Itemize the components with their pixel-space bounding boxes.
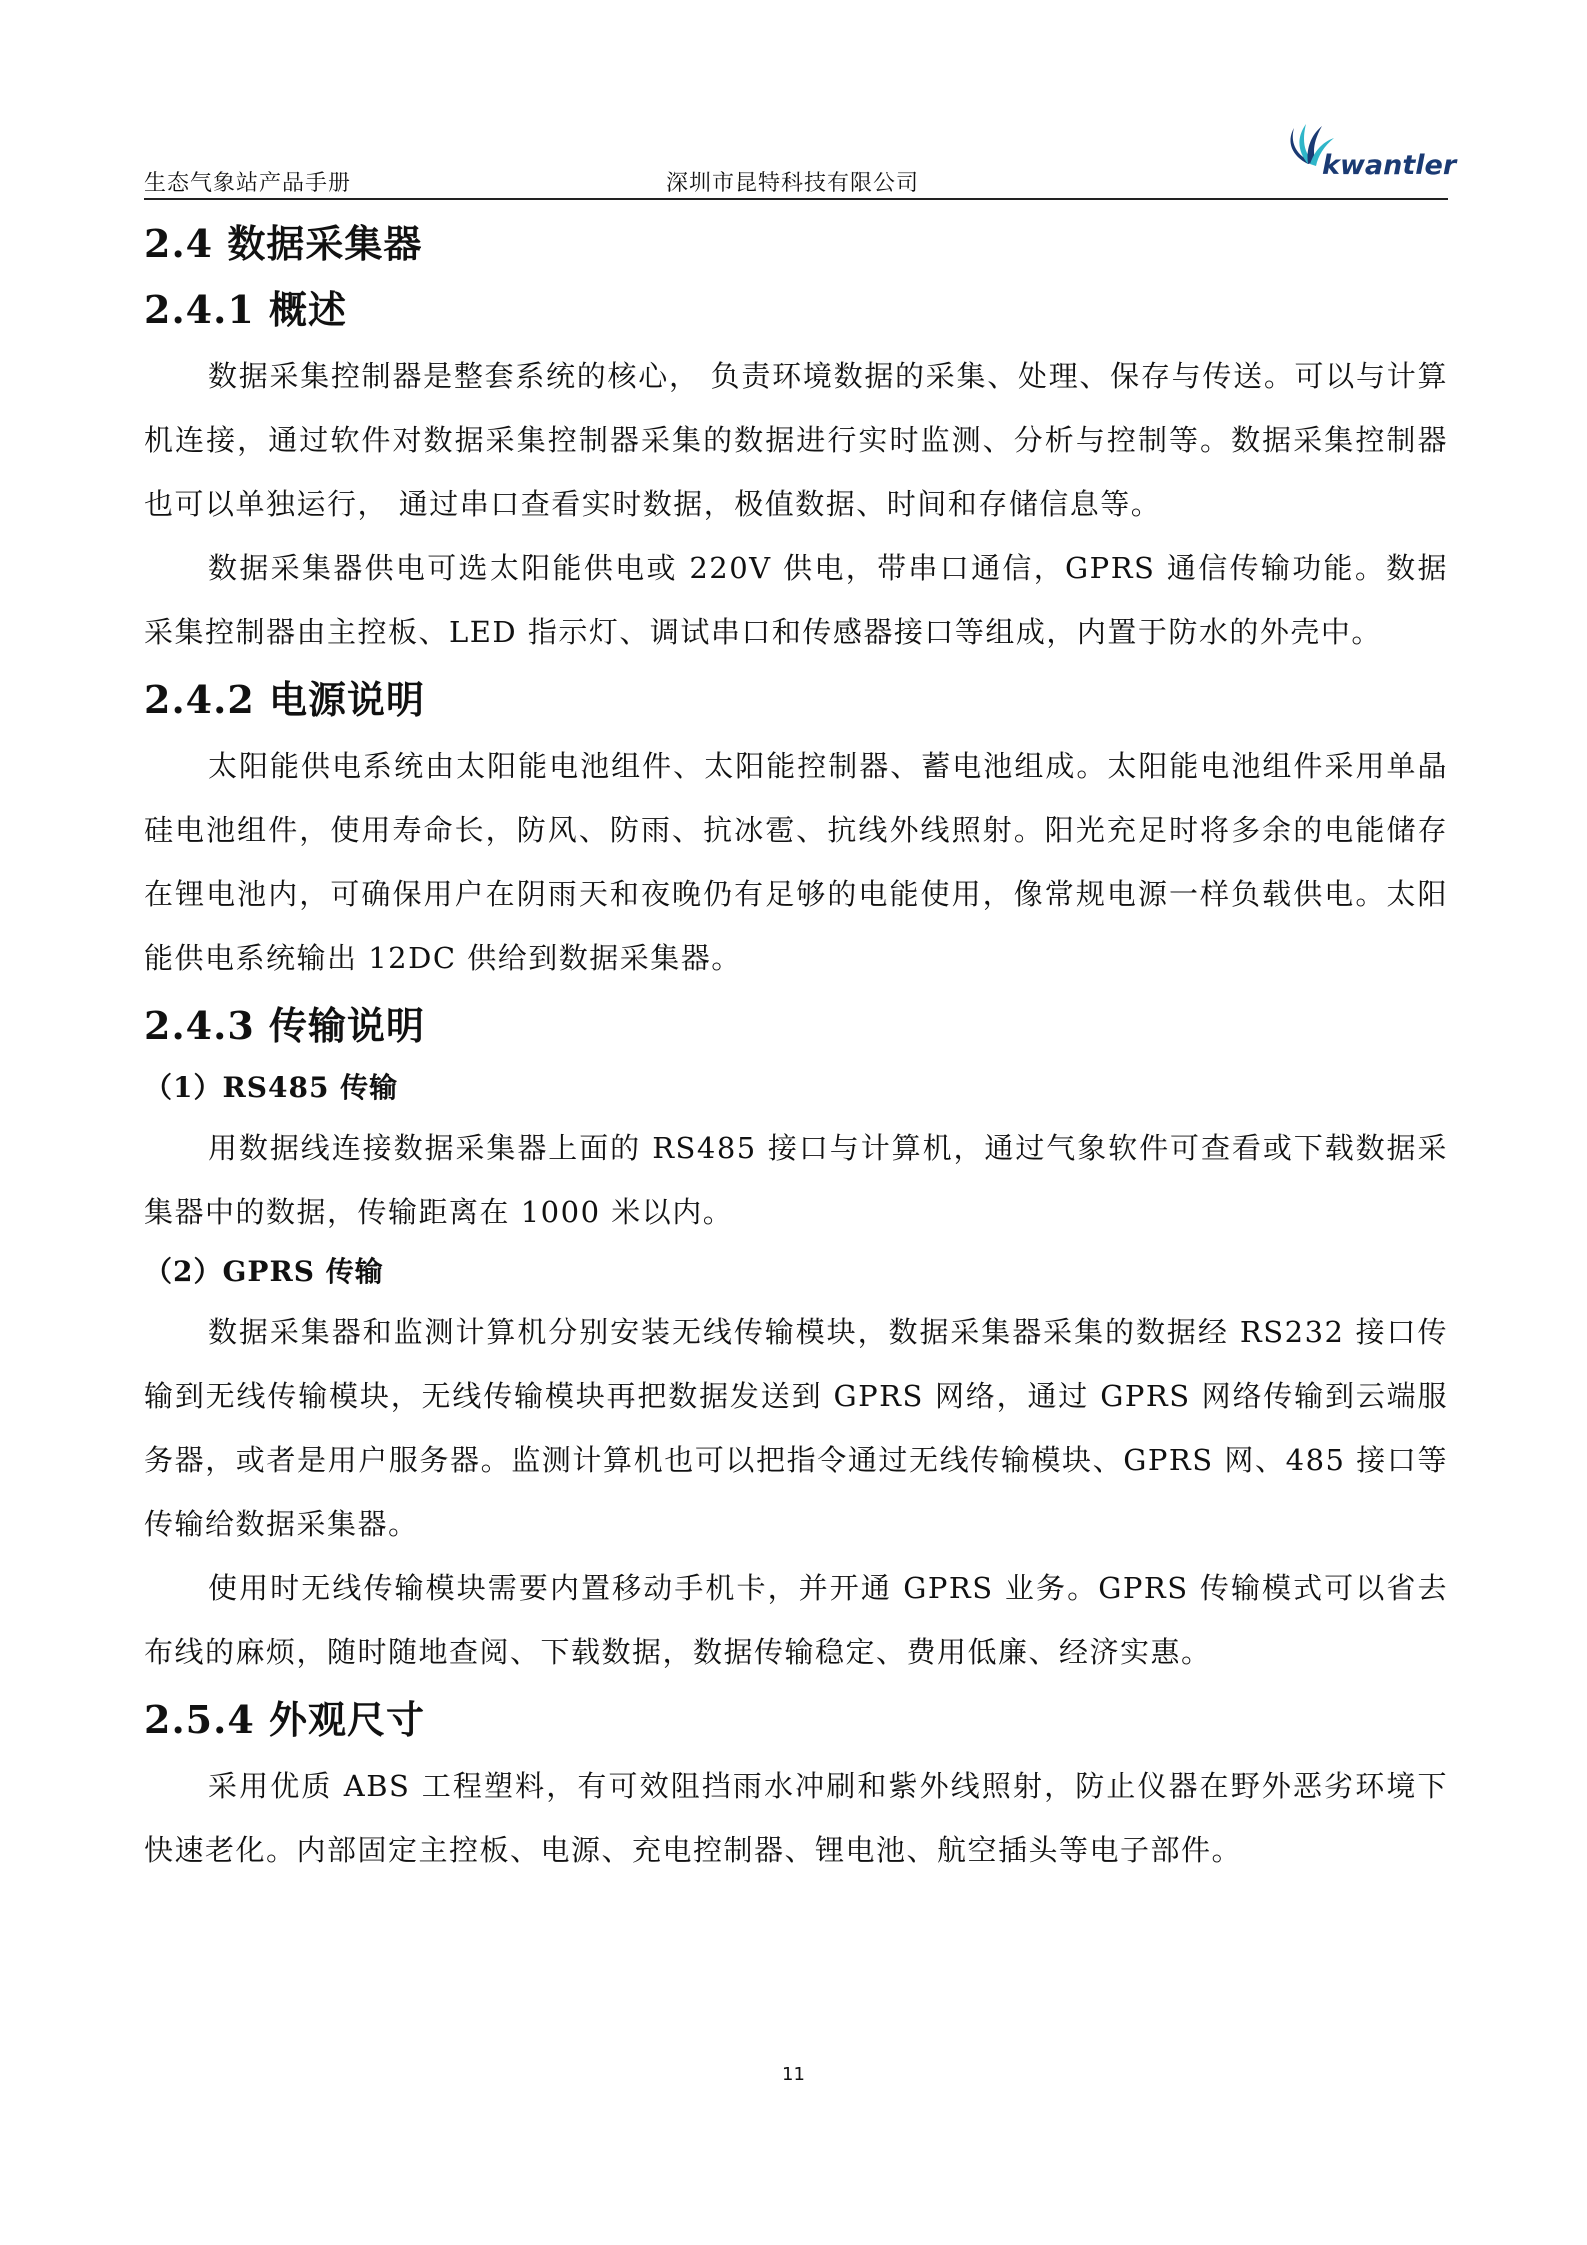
section-heading-dimensions: 2.5.4 外观尺寸 xyxy=(144,1697,426,1742)
header-manual-title: 生态气象站产品手册 xyxy=(144,171,352,196)
company-logo xyxy=(1278,110,1457,190)
overview-paragraph-1: 数据采集控制器是整套系统的核心， 负责环境数据的采集、处理、保存与传送。可以与计算机连接，通过软件对数据采集控制器采集的数据进行实时监测、分析与控制等。数据采集控制器也可以单独运行， 通过串口查看实时数据，极值数据、时间和存储信息等。 xyxy=(144,359,1448,521)
header-company-name: 深圳市昆特科技有限公司 xyxy=(666,171,920,196)
subheading-rs485: （1）RS485 传输 xyxy=(144,1071,399,1104)
overview-paragraph-2: 数据采集器供电可选太阳能供电或 220V 供电，带串口通信，GPRS 通信传输功能。数据采集控制器由主控板、LED 指示灯、调试串口和传感器接口等组成，内置于防水的外壳中。 xyxy=(144,551,1448,649)
page-header xyxy=(144,110,1457,202)
section-heading-overview: 2.4.1 概述 xyxy=(144,287,348,332)
power-paragraph: 太阳能供电系统由太阳能电池组件、太阳能控制器、蓄电池组成。太阳能电池组件采用单晶硅电池组件，使用寿命长，防风、防雨、抗冰雹、抗线外线照射。阳光充足时将多余的电能储存在锂电池内，可确保用户在阴雨天和夜晚仍有足够的电能使用，像常规电源一样负载供电。太阳能供电系统输出 12DC 供给到数据采集器。 xyxy=(144,749,1448,975)
gprs-paragraph-1: 数据采集器和监测计算机分别安装无线传输模块，数据采集器采集的数据经 RS232 接口传输到无线传输模块，无线传输模块再把数据发送到 GPRS 网络，通过 GPRS 网络传输到云端服务器，或者是用户服务器。监测计算机也可以把指令通过无线传输模块、GPRS 网、485 接口等传输给数据采集器。 xyxy=(144,1315,1448,1541)
page-content xyxy=(144,214,1448,1882)
subheading-gprs: （2）GPRS 传输 xyxy=(144,1255,384,1288)
gprs-paragraph-2: 使用时无线传输模块需要内置移动手机卡，并开通 GPRS 业务。GPRS 传输模式可以省去布线的麻烦，随时随地查阅、下载数据，数据传输稳定、费用低廉、经济实惠。 xyxy=(144,1571,1448,1669)
page-number: 11 xyxy=(782,2064,805,2085)
logo-wordmark: kwantler xyxy=(1322,150,1457,181)
rs485-paragraph: 用数据线连接数据采集器上面的 RS485 接口与计算机，通过气象软件可查看或下载数据采集器中的数据，传输距离在 1000 米以内。 xyxy=(144,1131,1448,1229)
section-heading-data-logger: 2.4 数据采集器 xyxy=(144,221,423,266)
section-heading-power: 2.4.2 电源说明 xyxy=(144,677,426,722)
header-divider xyxy=(144,198,1448,200)
section-heading-transmission: 2.4.3 传输说明 xyxy=(144,1003,426,1048)
dimensions-paragraph: 采用优质 ABS 工程塑料，有可效阻挡雨水冲刷和紫外线照射，防止仪器在野外恶劣环境下快速老化。内部固定主控板、电源、充电控制器、锂电池、航空插头等电子部件。 xyxy=(144,1769,1448,1867)
